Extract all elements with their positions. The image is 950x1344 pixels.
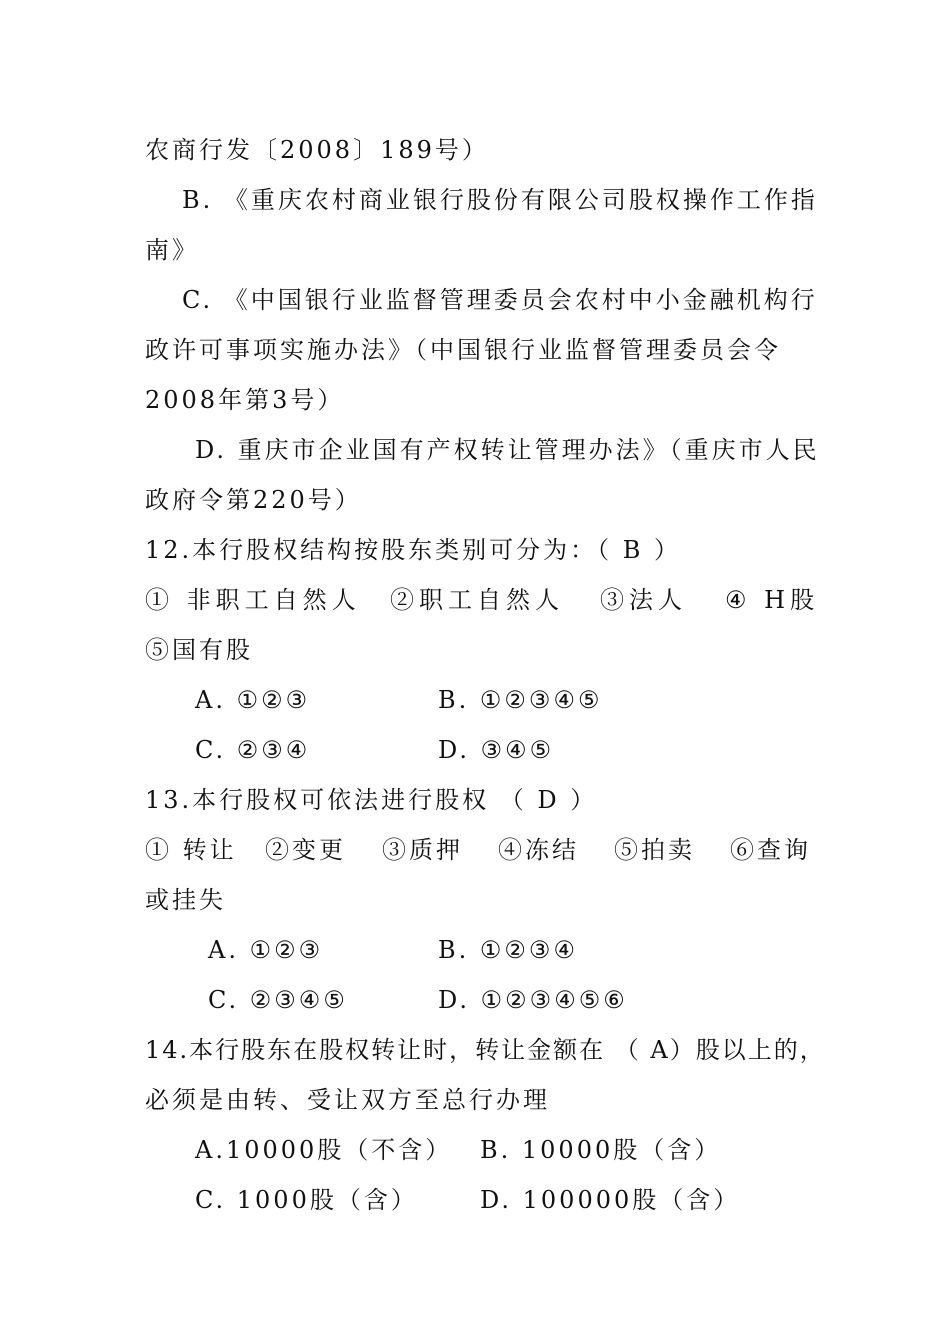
option-a: A. ①②③ — [195, 686, 311, 714]
option-a: A. ①②③ — [208, 936, 324, 964]
text-line: 政许可事项实施办法》（中国银行业监督管理委员会令 — [145, 336, 781, 364]
item-2: ②变更 — [265, 836, 346, 864]
question-12: 12.本行股权结构按股东类别可分为：（ B ） — [145, 536, 682, 564]
question-13: 13.本行股权可依法进行股权 （ D ） — [145, 786, 598, 814]
option-d: D. 重庆市企业国有产权转让管理办法》（重庆市人民 — [195, 436, 820, 464]
text-line: 2008年第3号） — [145, 386, 345, 414]
item-3: ③法人 — [600, 586, 687, 614]
option-b: B. 《重庆农村商业银行股份有限公司股权操作工作指 — [182, 186, 818, 214]
item-2: ②职工自然人 — [390, 586, 564, 614]
text-line: 南》 — [145, 236, 199, 264]
question-14: 14.本行股东在股权转让时，转让金额在 （ A）股以上的， — [145, 1036, 826, 1064]
option-d: D. ③④⑤ — [438, 736, 555, 764]
item-6: ⑥查询 — [730, 836, 811, 864]
item-1: ① 非职工自然人 — [145, 586, 361, 614]
item-1: ① 转让 — [145, 836, 237, 864]
item-4: ④冻结 — [498, 836, 579, 864]
text-line: 必须是由转、受让双方至总行办理 — [145, 1086, 550, 1114]
option-b: B. ①②③④ — [438, 936, 578, 964]
item-5: ⑤拍卖 — [614, 836, 695, 864]
item-3: ③质押 — [382, 836, 463, 864]
option-c: C. ②③④⑤ — [208, 986, 348, 1014]
option-c: C. 1000股（含） — [195, 1186, 418, 1214]
option-b: B. ①②③④⑤ — [438, 686, 603, 714]
item-5: ⑤国有股 — [145, 636, 253, 664]
option-b: B. 10000股（含） — [480, 1136, 722, 1164]
text-line: 或挂失 — [145, 886, 226, 914]
text-line: 农商行发〔2008〕189号） — [145, 136, 489, 164]
option-d: D. ①②③④⑤⑥ — [438, 986, 628, 1014]
option-c: C. 《中国银行业监督管理委员会农村中小金融机构行 — [182, 286, 818, 314]
item-4: ④ H股 — [725, 586, 820, 614]
option-d: D. 100000股（含） — [480, 1186, 741, 1214]
option-c: C. ②③④ — [195, 736, 311, 764]
option-a: A.10000股（不含） — [195, 1136, 453, 1164]
text-line: 政府令第220号） — [145, 486, 362, 514]
